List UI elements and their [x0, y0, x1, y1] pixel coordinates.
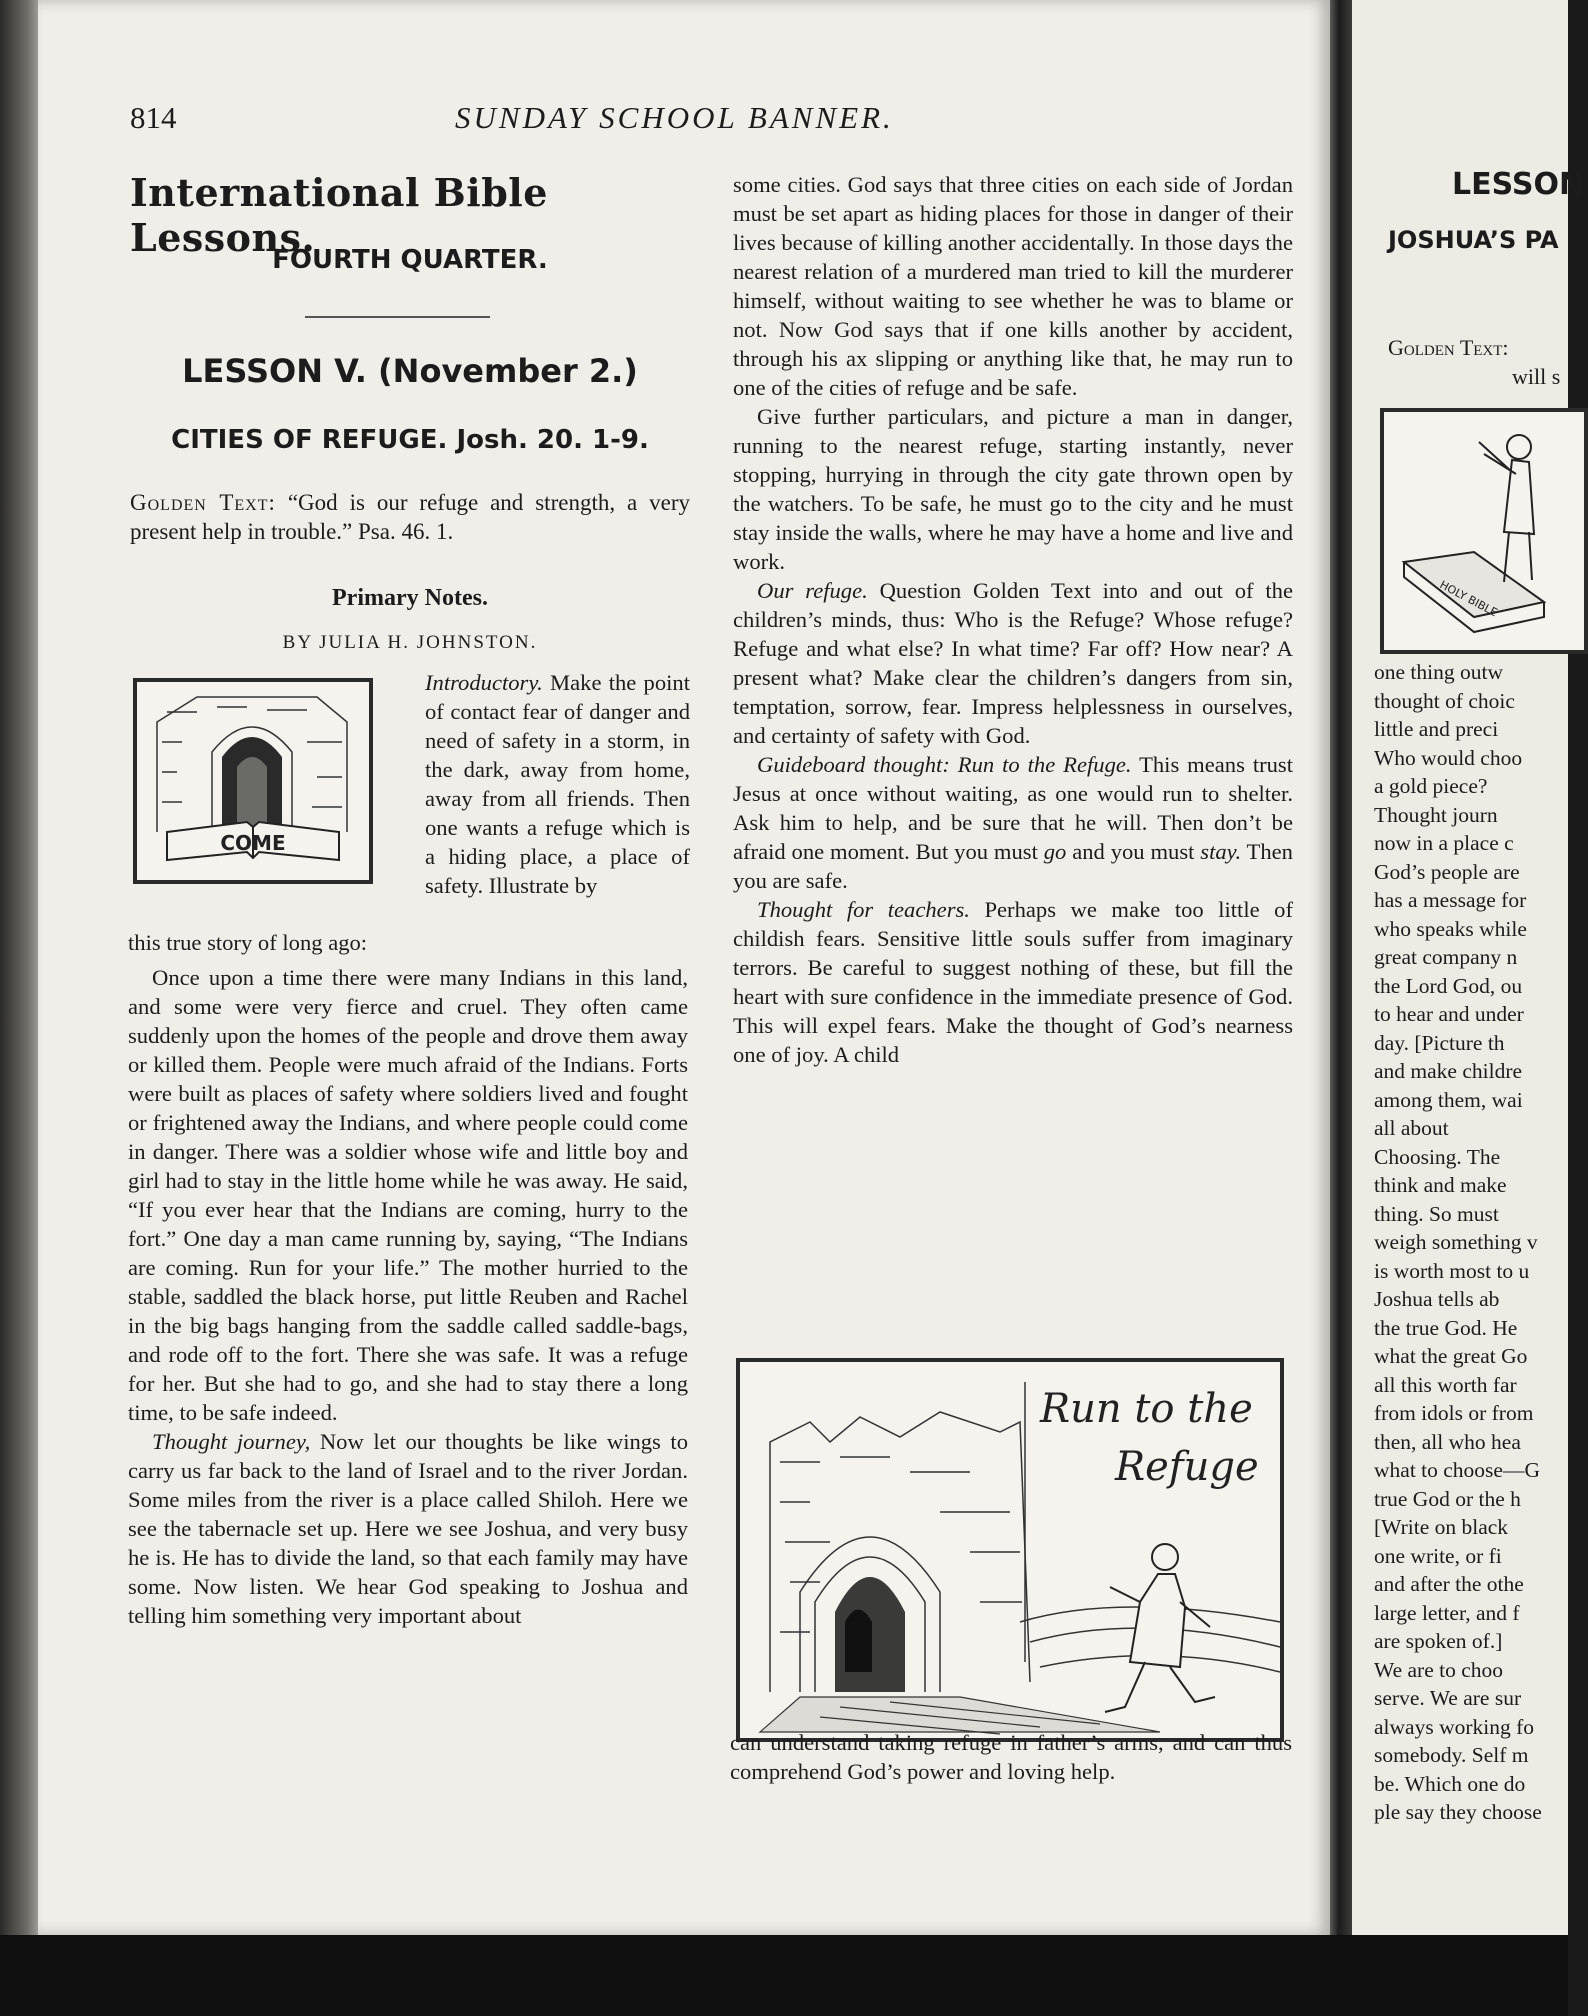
right-page-line: and after the othe: [1374, 1572, 1524, 1596]
right-page-line: the true God. He: [1374, 1315, 1518, 1340]
right-page-line: little and preci: [1374, 717, 1499, 741]
book-binding-left: [0, 0, 38, 1935]
column-two: [733, 170, 1293, 1069]
right-page-line: serve. We are sur: [1374, 1686, 1522, 1710]
column-one: [128, 963, 688, 1630]
right-page-line: what the great Go: [1374, 1344, 1528, 1368]
golden-text-label: Golden Text:: [130, 490, 276, 515]
right-page-line: Joshua tells ab: [1374, 1287, 1500, 1311]
section-heading: International Bible Lessons.: [130, 170, 548, 260]
cities-paragraph: some cities. God says that three cities on each side of Jordan must be set apart as hiding places for those in danger of their lives because of killing another accidentally. In those days the nearest relation of a murdered man tried to kill the murderer himself, without waiting to see whether he was to blame or not. Now God says that if one kills another by accident, through his ax slipping or anything like that, he may run to one of the cities of refuge and be safe.: [733, 172, 1293, 400]
right-page-line: Thought journ: [1374, 802, 1498, 827]
right-page-line: thing. So must: [1374, 1201, 1499, 1226]
right-page-line: a gold piece?: [1374, 774, 1488, 798]
story-paragraph: Once upon a time there were many Indians in this land, and some were very fierce and cruel. They often came suddenly upon the homes of the people and drove them away or killed them. People were much afraid of the Indians. Forts were built as places of safety where soldiers lived and fought or frightened away the Indians, and where people could come in danger. There was a soldier whose wife and little boy and girl had to stay in the little home while he was away. He said, “If you ever hear that the Indians are coming, hurry to the fort.” One day a man came running by, saying, “The Indians are coming. Run for your life.” The mother hurried to the stable, saddled the black horse, put little Reuben and Rachel in the big bags hanging from the saddle called saddle-bags, and rode off to the fort. There she was safe. It was a refuge for her. But she had to go, and she had to stay there a long time, to be safe indeed.: [128, 965, 688, 1425]
right-page-line: Who would choo: [1374, 745, 1523, 770]
divider-rule: [305, 316, 490, 318]
right-page-line: somebody. Self m: [1374, 1743, 1529, 1767]
bible-figure-illustration: [1380, 408, 1588, 654]
right-page-line: who speaks while: [1374, 916, 1527, 941]
right-page-line: now in a place c: [1374, 831, 1514, 855]
thought-journey-text: Now let our thoughts be like wings to carry us far back to the land of Israel and to the river Jordan. Some miles from the river is a place called Shiloh. Here we see the tabernacle set up. Here we see Joshua, and very busy he is. He has to divide the land, so that each family may have some. Now listen. We hear God speaking to Joshua and telling him something very important about: [128, 1429, 688, 1628]
right-page-line: what to choose—G: [1374, 1458, 1540, 1482]
right-page-line: from idols or from: [1374, 1401, 1534, 1425]
right-page-line: has a message for: [1374, 888, 1527, 912]
introductory-head: Introductory.: [425, 670, 543, 695]
guideboard-text-1: This means trust Jesus at once without waiting, as one would run to shelter. Ask him to help, and be sure that he will. Then don’t be afraid one moment. But you must: [733, 752, 1293, 864]
right-page-line: God’s people are: [1374, 859, 1520, 884]
run-to-refuge-illustration: [736, 1358, 1284, 1742]
thought-journey-head: Thought journey,: [152, 1429, 311, 1454]
right-lesson-title: JOSHUA’S PA: [1388, 226, 1559, 254]
right-page-line: then, all who hea: [1374, 1429, 1521, 1454]
right-page-line: weigh something v: [1374, 1230, 1538, 1254]
right-page-line: day. [Picture th: [1374, 1030, 1505, 1055]
guideboard-head: Guideboard thought: Run to the Refuge.: [757, 752, 1132, 777]
right-page-line: We are to choo: [1374, 1657, 1503, 1682]
guideboard-paragraph: [733, 750, 1293, 895]
right-page-line: and make childre: [1374, 1059, 1523, 1083]
right-page-line: are spoken of.]: [1374, 1629, 1503, 1653]
right-page-line: think and make: [1374, 1173, 1507, 1197]
right-page-line: be. Which one do: [1374, 1771, 1526, 1796]
introductory-tail: this true story of long ago:: [128, 930, 368, 955]
teachers-paragraph: [733, 895, 1293, 1069]
right-page-line: the Lord God, ou: [1374, 973, 1523, 998]
right-page-line: one write, or fi: [1374, 1543, 1502, 1568]
right-page-line: always working fo: [1374, 1714, 1535, 1739]
thought-journey-paragraph: [128, 1427, 688, 1630]
right-page-body: [1374, 658, 1542, 1827]
right-page-line: true God or the h: [1374, 1486, 1521, 1511]
come-label: COME: [220, 831, 286, 855]
right-page: [1352, 0, 1585, 1935]
introductory-text: Make the point of contact fear of danger and need of safety in a storm, in the dark, away from home, away from all friends. Then one wants a refuge which is a hiding place, a place of safety. Illustrate by: [425, 670, 690, 898]
right-page-line: one thing outw: [1374, 660, 1503, 684]
right-page-line: great company n: [1374, 945, 1518, 969]
quarter-heading: FOURTH QUARTER.: [272, 245, 548, 275]
guideboard-text-2: and you must: [1066, 839, 1201, 864]
our-refuge-text: Question Golden Text into and out of the children’s minds, thus: Who is the Refuge? Whose refuge? Refuge and what else? In what time? Far off? How near? A present what? Make clear the children’s dangers from sin, temptation, sorrow, fear. Impress helplessness in ourselves, and certainty of safety with God.: [733, 578, 1294, 748]
right-page-line: thought of choic: [1374, 688, 1515, 713]
after-image-paragraph: [730, 1728, 1292, 1786]
lesson-heading: LESSON V. (November 2.): [182, 352, 638, 390]
right-page-line: all about: [1374, 1116, 1449, 1140]
right-golden-label: Golden Text:: [1388, 335, 1509, 360]
our-refuge-head: Our refuge.: [757, 578, 868, 603]
guideboard-go: go: [1043, 839, 1067, 864]
right-page-line: among them, wai: [1374, 1087, 1523, 1112]
author-byline: BY JULIA H. JOHNSTON.: [282, 632, 538, 653]
right-golden-line: will s: [1512, 364, 1561, 389]
scan-background: [0, 1935, 1568, 2016]
golden-text-body: “God is our refuge and strength, a very present help in trouble.” Psa. 46. 1.: [130, 490, 691, 544]
right-page-line: all this worth far: [1374, 1372, 1517, 1397]
teachers-text: Perhaps we make too little of childish fears. Sensitive little souls suffer from imaginary terrors. Be careful to suggest nothing of these, but fill the heart with sure confidence in the immediate presence of God. This will expel fears. Make the thought of God’s nearness one of joy. A child: [733, 897, 1293, 1067]
right-page-line: is worth most to u: [1374, 1258, 1530, 1283]
lesson-title: CITIES OF REFUGE. Josh. 20. 1-9.: [171, 425, 649, 455]
right-page-line: to hear and under: [1374, 1002, 1524, 1026]
after-image-text: can understand taking refuge in father’s arms, and can thus comprehend God’s power and loving help.: [730, 1730, 1292, 1784]
primary-notes-heading: Primary Notes.: [332, 585, 488, 611]
guideboard-stay: stay.: [1200, 839, 1242, 864]
running-title: SUNDAY SCHOOL BANNER.: [455, 100, 894, 135]
introductory-paragraph: [425, 668, 690, 900]
right-page-line: large letter, and f: [1374, 1600, 1520, 1625]
particulars-paragraph: Give further particulars, and picture a man in danger, running to the nearest refuge, starting instantly, never stopping, hurrying in through the city gate thrown open by the watchers. To be safe, he must go to the city and he must stay inside the walls, where he may have a home and live and work.: [733, 404, 1293, 574]
guideboard-text-3: Then you are safe.: [733, 839, 1293, 893]
golden-text: [130, 488, 690, 546]
run-label-1: Run to the: [1040, 1386, 1253, 1432]
run-label-2: Refuge: [1115, 1444, 1259, 1490]
page-number: 814: [130, 100, 177, 135]
right-page-line: [Write on black: [1374, 1515, 1509, 1539]
right-page-line: Choosing. The: [1374, 1144, 1501, 1169]
teachers-head: Thought for teachers.: [757, 897, 970, 922]
our-refuge-paragraph: [733, 576, 1293, 750]
right-page-line: ple say they choose: [1374, 1800, 1542, 1824]
come-illustration: [133, 678, 373, 884]
book-spine: [1330, 0, 1352, 1935]
right-lesson-heading: LESSON: [1452, 167, 1585, 202]
right-book-label: HOLY BIBLE: [1437, 578, 1500, 620]
